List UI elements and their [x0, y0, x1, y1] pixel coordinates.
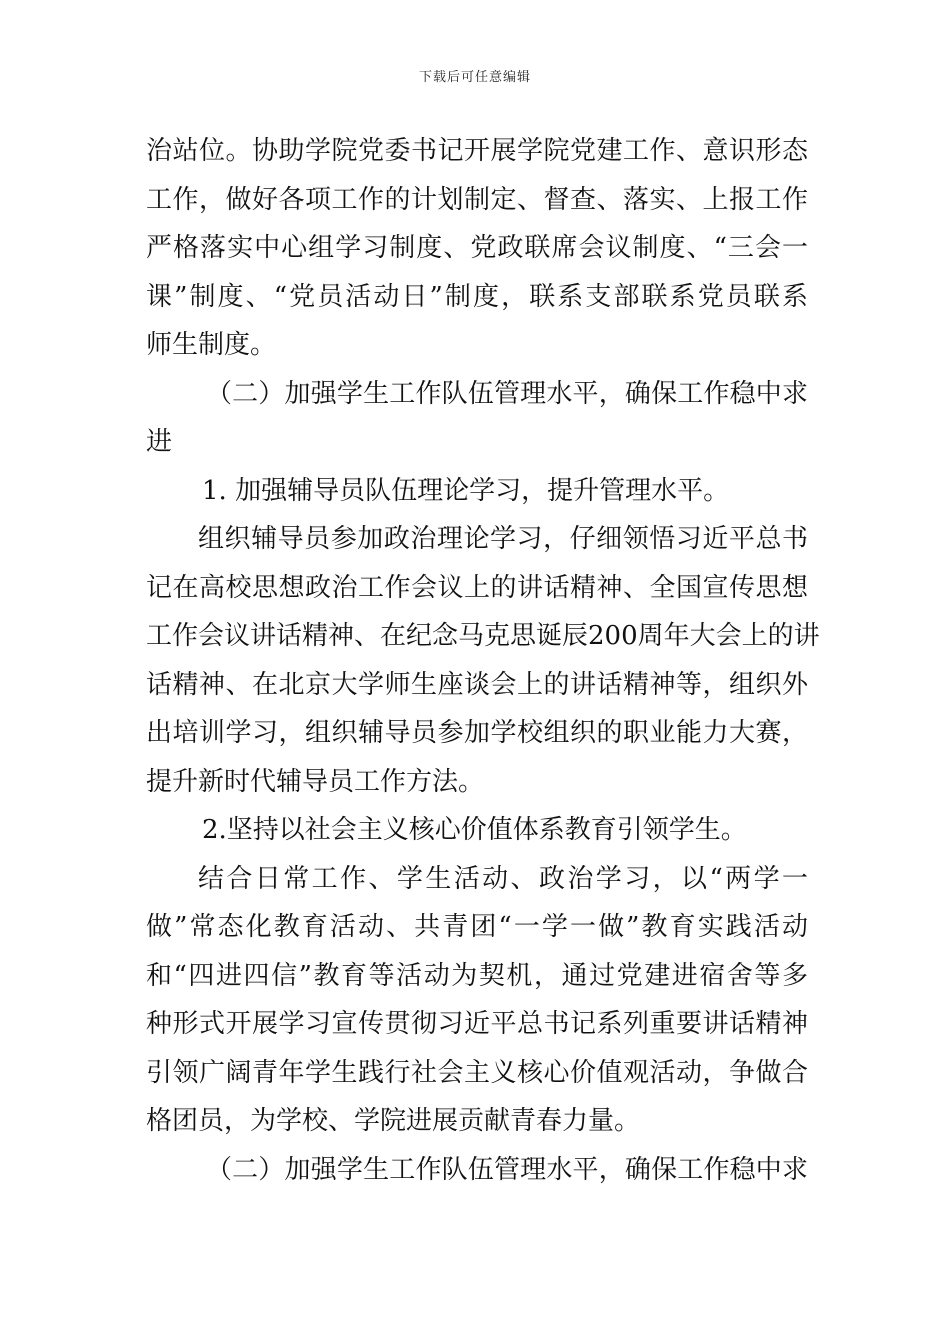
body-line: 严格落实中心组学习制度、党政联席会议制度、“三会一 [146, 233, 808, 263]
body-line: 和“四进四信”教育等活动为契机，通过党建进宿舍等多 [146, 960, 808, 991]
section-heading-continued: 进 [146, 427, 173, 457]
body-line: 做”常态化教育活动、共青团“一学一做”教育实践活动 [146, 912, 808, 942]
body-line: 话精神、在北京大学师生座谈会上的讲话精神等，组织外 [146, 669, 808, 700]
subsection-heading: 1. 加强辅导员队伍理论学习，提升管理水平。 [202, 475, 730, 506]
document-body [146, 127, 820, 1194]
body-line: 工作，做好各项工作的计划制定、督查、落实、上报工作 [146, 184, 808, 215]
body-line: 提升新时代辅导员工作方法。 [146, 766, 485, 797]
body-line: 结合日常工作、学生活动、政治学习，以“两学一 [198, 863, 808, 894]
body-line: 课”制度、“党员活动日”制度，联系支部联系党员联系 [146, 281, 808, 312]
body-line: 师生制度。 [146, 330, 277, 360]
subsection-heading: 2.坚持以社会主义核心价值体系教育引领学生。 [202, 815, 747, 845]
section-heading: （二）加强学生工作队伍管理水平，确保工作稳中求 [206, 378, 808, 409]
body-line: 引领广阔青年学生践行社会主义核心价值观活动，争做合 [146, 1057, 808, 1088]
body-line: 记在高校思想政治工作会议上的讲话精神、全国宣传思想 [146, 572, 808, 603]
body-line: 格团员，为学校、学院进展贡献青春力量。 [146, 1106, 641, 1136]
body-line: 治站位。协助学院党委书记开展学院党建工作、意识形态 [146, 136, 808, 166]
section-heading: （二）加强学生工作队伍管理水平，确保工作稳中求 [206, 1154, 808, 1185]
body-line: 工作会议讲话精神、在纪念马克思诞辰200周年大会上的讲 [146, 621, 820, 651]
body-line: 组织辅导员参加政治理论学习，仔细领悟习近平总书 [198, 524, 808, 554]
page-header-note: 下载后可任意编辑 [418, 70, 531, 85]
body-line: 种形式开展学习宣传贯彻习近平总书记系列重要讲话精神 [146, 1009, 808, 1039]
body-line: 出培训学习，组织辅导员参加学校组织的职业能力大赛， [146, 718, 808, 748]
